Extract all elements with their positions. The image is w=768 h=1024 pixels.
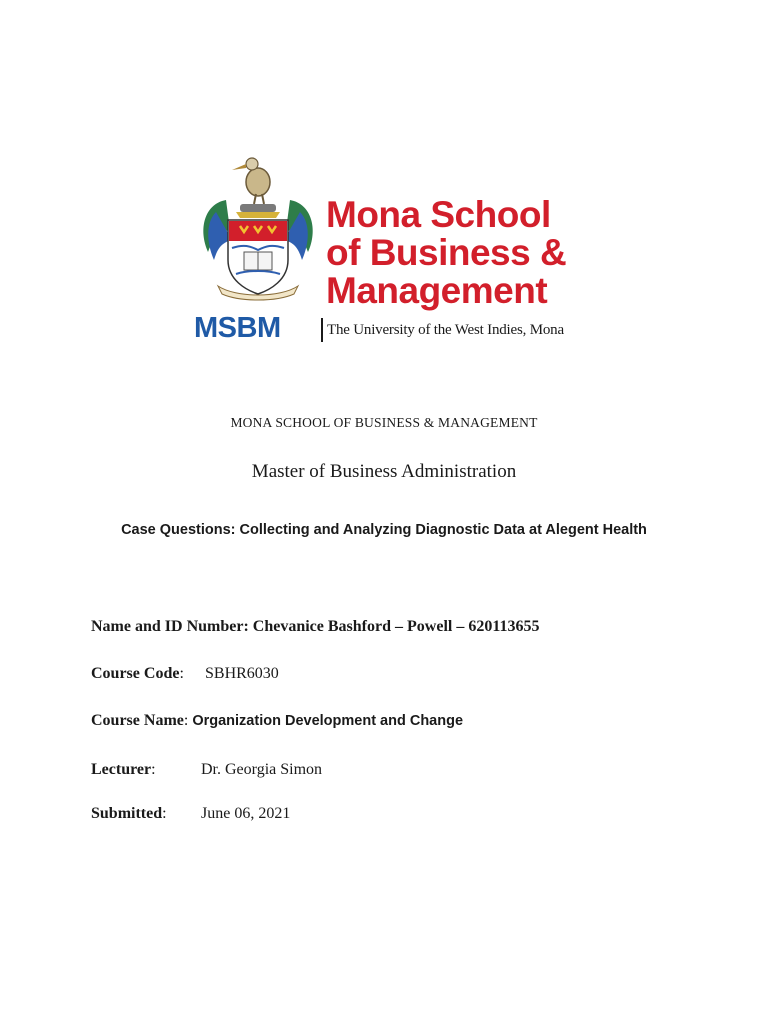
name-id-field: [91, 618, 539, 636]
lecturer-value: Dr. Georgia Simon: [201, 761, 323, 778]
course-code-sep: :: [179, 665, 184, 682]
school-name: MONA SCHOOL OF BUSINESS & MANAGEMENT: [230, 415, 538, 430]
logo-abbreviation: MSBM: [194, 312, 281, 344]
logo-wordmark: [326, 196, 590, 310]
submitted-label: Submitted: [91, 805, 163, 822]
school-logo: [190, 148, 590, 348]
course-name-value: Organization Development and Change: [192, 713, 464, 729]
course-code-field: [91, 665, 279, 683]
logo-title-line: Management: [326, 270, 548, 311]
course-name-sep: :: [183, 712, 193, 729]
submitted-sep: :: [162, 805, 167, 822]
course-code-label: Course Code: [91, 665, 180, 682]
submitted-value: June 06, 2021: [201, 805, 291, 822]
lecturer-label: Lecturer: [91, 761, 152, 778]
logo-university: The University of the West Indies, Mona: [327, 322, 564, 338]
submitted-field: [91, 805, 291, 823]
logo-divider: [321, 318, 323, 342]
degree-title: Master of Business Administration: [251, 461, 517, 482]
name-id-value: Chevanice Bashford – Powell – 620113655: [252, 618, 540, 635]
university-crest-icon: [196, 152, 320, 302]
lecturer-field: [91, 761, 323, 779]
course-name-label: Course Name: [91, 712, 184, 729]
course-name-field: [91, 712, 463, 730]
name-id-label: Name and ID Number:: [91, 618, 253, 635]
lecturer-sep: :: [151, 761, 156, 778]
case-title: Case Questions: Collecting and Analyzing Diagnostic Data at Alegent Health: [121, 522, 647, 538]
logo-title-line: of Business &: [326, 232, 567, 273]
logo-title-line: Mona School: [326, 194, 551, 235]
course-code-value: SBHR6030: [205, 665, 279, 682]
